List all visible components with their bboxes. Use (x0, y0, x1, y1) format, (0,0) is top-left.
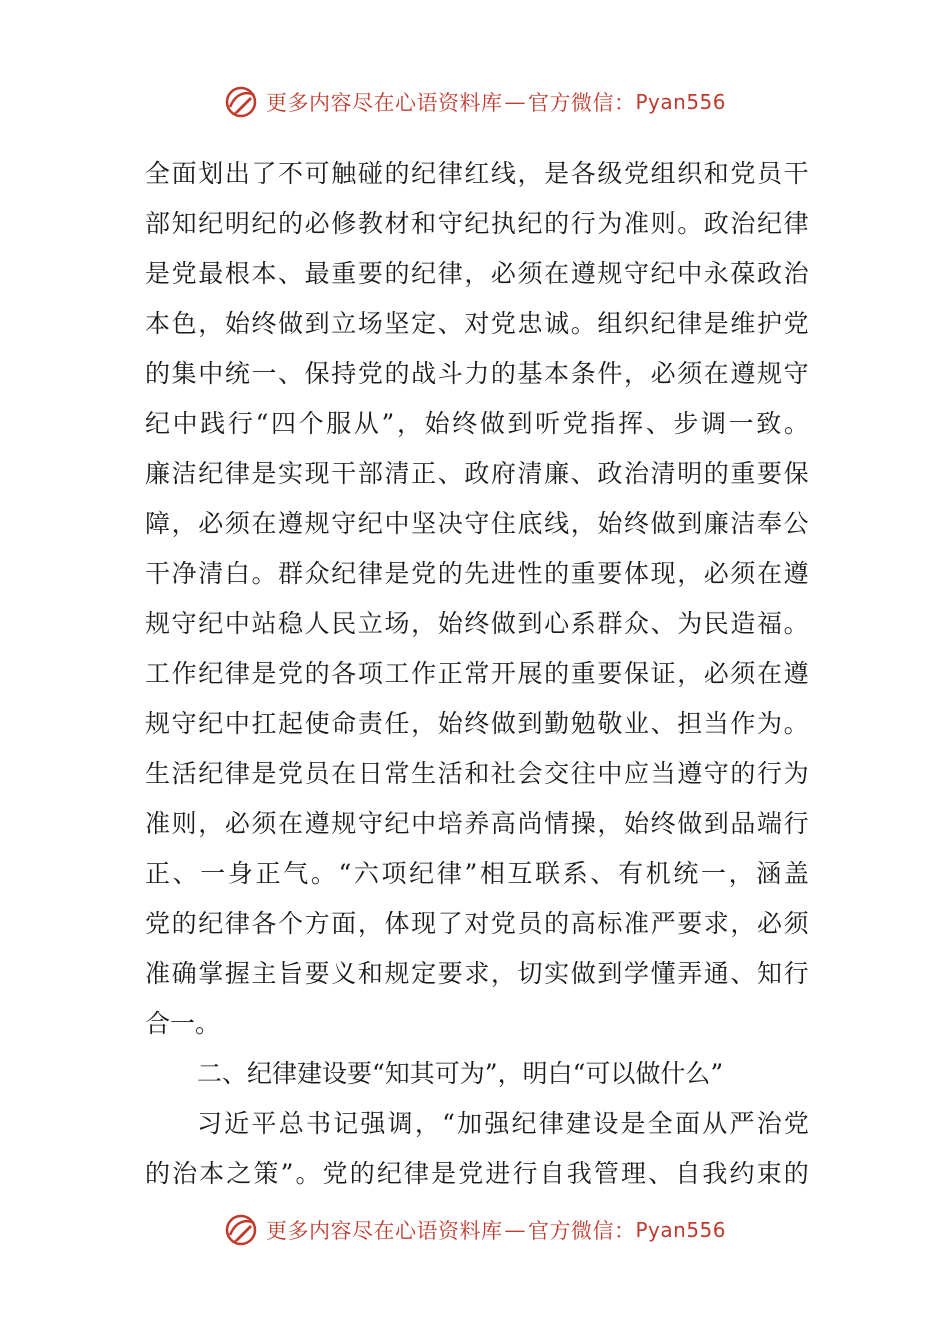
para2-line: 习 近 平 总 书 记 强 调 ， “ 加 强 纪 律 建 设 是 全 面 从 严 治 党 (197, 1109, 809, 1138)
banner-label: 官方微信： (527, 91, 636, 115)
pen-logo-icon (224, 1213, 258, 1247)
text-line: 合 一 。 (145, 1009, 221, 1038)
text-line: 廉 洁 纪 律 是 实 现 干 部 清 正 、 政 府 清 廉 、 政 治 清 明 的 重 要 保 (145, 459, 809, 488)
text-line: 全 面 划 出 了 不 可 触 碰 的 纪 律 红 线 ， 是 各 级 党 组 织 和 党 员 干 (145, 159, 809, 188)
banner-label: 官方微信： (527, 1219, 636, 1243)
document-body (145, 149, 809, 1199)
banner-separator: — (504, 1218, 526, 1242)
pen-logo-icon (224, 85, 258, 119)
banner-separator: — (504, 90, 526, 114)
header-banner (0, 84, 950, 120)
text-line: 本 色 ， 始 终 做 到 立 场 坚 定 、 对 党 忠 诚 。 组 织 纪 律 是 维 护 党 (145, 309, 809, 338)
section-heading: 二、纪律建设要“知其可为”，明白“可以做什么” (197, 1059, 724, 1088)
para2-line: 的 治 本 之 策 ” 。 党 的 纪 律 是 党 进 行 自 我 管 理 、 自 我 约 束 的 (145, 1159, 809, 1188)
text-line: 正 、 一 身 正 气 。 “ 六 项 纪 律 ” 相 互 联 系 、 有 机 统 一 ， 涵 盖 (145, 859, 809, 888)
banner-account: Pyan556 (635, 90, 726, 114)
text-line: 是 党 最 根 本 、 最 重 要 的 纪 律 ， 必 须 在 遵 规 守 纪 中 永 葆 政 治 (145, 259, 809, 288)
text-line: 规 守 纪 中 站 稳 人 民 立 场 ， 始 终 做 到 心 系 群 众 、 为 民 造 福 。 (145, 609, 809, 638)
text-line: 纪 中 践 行 “ 四 个 服 从 ” ， 始 终 做 到 听 党 指 挥 、 步 调 一 致 。 (145, 409, 809, 438)
text-line: 准 确 掌 握 主 旨 要 义 和 规 定 要 求 ， 切 实 做 到 学 懂 弄 通 、 知 行 (145, 959, 809, 988)
banner-text: 更多内容尽在心语资料库 (265, 1219, 503, 1243)
text-line: 规 守 纪 中 扛 起 使 命 责 任 ， 始 终 做 到 勤 勉 敬 业 、 担 当 作 为 。 (145, 709, 809, 738)
text-line: 部 知 纪 明 纪 的 必 修 教 材 和 守 纪 执 纪 的 行 为 准 则 。 政 治 纪 律 (145, 209, 809, 238)
text-line: 的 集 中 统 一 、 保 持 党 的 战 斗 力 的 基 本 条 件 ， 必 须 在 遵 规 守 (145, 359, 809, 388)
banner-text: 更多内容尽在心语资料库 (265, 91, 503, 115)
text-line: 党 的 纪 律 各 个 方 面 ， 体 现 了 对 党 员 的 高 标 准 严 要 求 ， 必 须 (145, 909, 809, 938)
text-line: 生 活 纪 律 是 党 员 在 日 常 生 活 和 社 会 交 往 中 应 当 遵 守 的 行 为 (145, 759, 809, 788)
text-line: 障 ， 必 须 在 遵 规 守 纪 中 坚 决 守 住 底 线 ， 始 终 做 到 廉 洁 奉 公 (145, 509, 809, 538)
text-line: 工 作 纪 律 是 党 的 各 项 工 作 正 常 开 展 的 重 要 保 证 ， 必 须 在 遵 (145, 659, 809, 688)
text-line: 干 净 清 白 。 群 众 纪 律 是 党 的 先 进 性 的 重 要 体 现 ， 必 须 在 遵 (145, 559, 809, 588)
footer-banner (0, 1212, 950, 1248)
banner-account: Pyan556 (635, 1218, 726, 1242)
text-line: 准 则 ， 必 须 在 遵 规 守 纪 中 培 养 高 尚 情 操 ， 始 终 做 到 品 端 行 (145, 809, 809, 838)
